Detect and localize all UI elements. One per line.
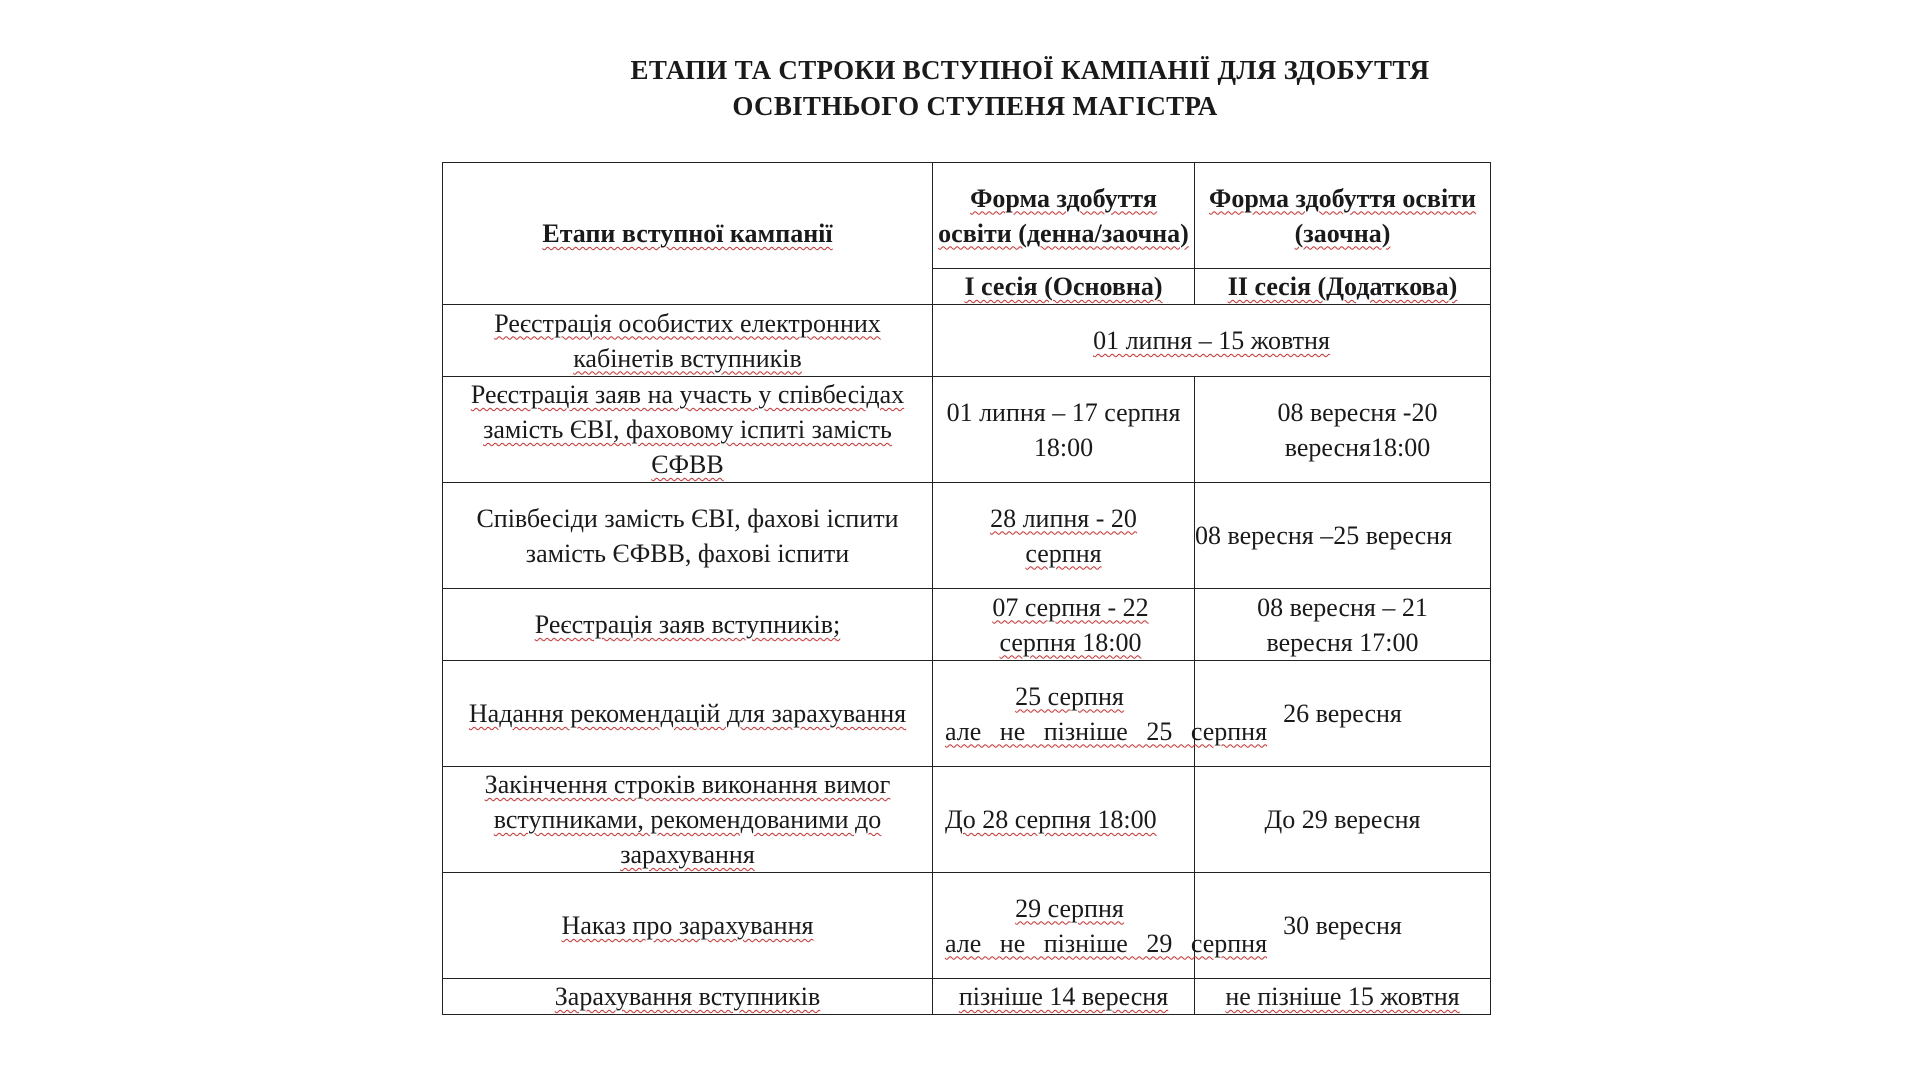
table-row <box>443 767 1491 873</box>
title-line-1: ЕТАПИ ТА СТРОКИ ВСТУПНОЇ КАМПАНІЇ ДЛЯ ЗДОБУТТЯ <box>630 55 1430 85</box>
table-header-row <box>443 163 1491 269</box>
session-2-cell: 08 вересня – 21 вересня 17:00 <box>1195 589 1491 661</box>
session-2-cell: 08 вересня -20 вересня18:00 <box>1195 377 1491 483</box>
title-line-2: ОСВІТНЬОГО СТУПЕНЯ МАГІСТРА <box>732 91 1218 121</box>
session-1-cell: пізніше 14 вересня <box>933 979 1195 1015</box>
table-row <box>443 305 1491 377</box>
table-row <box>443 873 1491 979</box>
session-2-cell: 26 вересня <box>1195 661 1491 767</box>
stage-cell: Наказ про зарахування <box>443 873 933 979</box>
header-stages: Етапи вступної кампанії <box>443 163 933 305</box>
table-row <box>443 979 1491 1015</box>
session-2-cell: 30 вересня <box>1195 873 1491 979</box>
session-1-cell: 28 липня - 20 серпня <box>933 483 1195 589</box>
session-1-cell: 07 серпня - 22 серпня 18:00 <box>933 589 1195 661</box>
admission-stages-table <box>442 162 1491 1015</box>
header-session-1: І сесія (Основна) <box>933 269 1195 305</box>
session-1-cell: 01 липня – 17 серпня 18:00 <box>933 377 1195 483</box>
stage-cell: Зарахування вступників <box>443 979 933 1015</box>
session-1-date: 25 серпня <box>1015 681 1124 711</box>
stage-cell: Надання рекомендацій для зарахування <box>443 661 933 767</box>
stage-cell: Закінчення строків виконання вимог вступниками, рекомендованими до зарахування <box>443 767 933 873</box>
session-1-cell <box>933 661 1268 767</box>
stage-cell: Реєстрація заяв вступників; <box>443 589 933 661</box>
table-row <box>443 377 1491 483</box>
session-2-cell: 08 вересня –25 вересня <box>1195 483 1491 589</box>
session-2-cell: До 29 вересня <box>1195 767 1491 873</box>
table-row <box>443 661 1491 767</box>
document-title <box>0 52 1920 124</box>
session-1-note: але не пізніше 29 серпня <box>945 928 1268 958</box>
period-cell-merged: 01 липня – 15 жовтня <box>933 305 1491 377</box>
stage-cell: Співбесіди замість ЄВІ, фахові іспити замість ЄФВВ, фахові іспити <box>443 483 933 589</box>
session-1-cell <box>933 873 1268 979</box>
header-session-2: ІІ сесія (Додаткова) <box>1195 269 1491 305</box>
session-2-cell: не пізніше 15 жовтня <box>1195 979 1491 1015</box>
header-form-2: Форма здобуття освіти (заочна) <box>1195 163 1491 269</box>
session-1-note: але не пізніше 25 серпня <box>945 716 1268 746</box>
stage-cell: Реєстрація заяв на участь у співбесідах замість ЄВІ, фаховому іспиті замість ЄФВВ <box>443 377 933 483</box>
session-1-date: 29 серпня <box>1015 893 1124 923</box>
table-row <box>443 589 1491 661</box>
stage-cell: Реєстрація особистих електронних кабінетів вступників <box>443 305 933 377</box>
header-form-1: Форма здобуття освіти (денна/заочна) <box>933 163 1195 269</box>
table-row <box>443 483 1491 589</box>
session-1-cell: До 28 серпня 18:00 <box>933 767 1195 873</box>
